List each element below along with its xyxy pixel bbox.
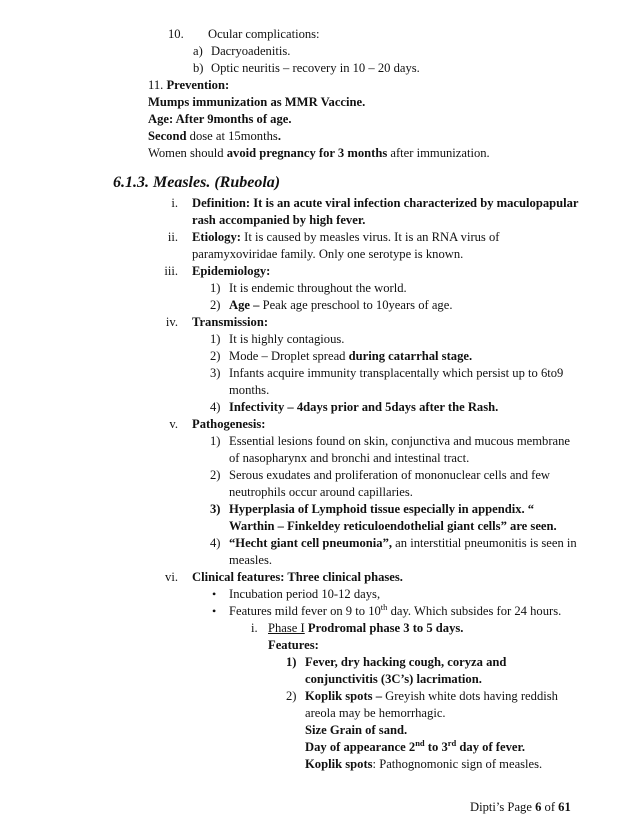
item-text: Ocular complications: [208,27,320,41]
list-text: measles. [229,553,273,567]
list-text: Serous exudates and proliferation of mononuclear cells and few [229,468,551,482]
bullet-icon: • [212,587,217,601]
text-line: Women should avoid pregnancy for 3 months after immunization. [148,146,490,160]
sub-text: Optic neuritis – recovery in 10 – 20 days. [211,61,420,75]
list-text: neutrophils occur around capillaries. [229,485,413,499]
list-number: 2) [210,468,221,482]
list-text: of nasopharynx and bronchi and intestinal tract. [229,451,470,465]
text-line: paramyxoviridae family. Only one serotype is known. [192,247,464,261]
page-total: 61 [558,800,571,814]
text-line: rash accompanied by high fever. [192,213,366,227]
list-number: 1) [210,434,221,448]
list-text: It is endemic throughout the world. [229,281,407,295]
roman-numeral: ii. [167,230,178,244]
page-footer: Dipti’s Page 6 of 61 [470,800,571,814]
roman-numeral: vi. [165,570,178,584]
list-text: It is highly contagious. [229,332,345,346]
item-number: 10. [168,27,184,41]
text-line: Second dose at 15months. [148,129,281,143]
list-text: Koplik spots – Greyish white dots having reddish [305,689,558,703]
item-number: 11. [148,78,164,92]
list-text: Hyperplasia of Lymphoid tissue especially in appendix. “ [229,502,535,516]
list-number: 1) [286,655,297,669]
item-title: Pathogenesis: [192,417,266,431]
list-number: 2) [286,689,297,703]
sub-label: b) [193,61,204,75]
item-title: Transmission: [192,315,269,329]
roman-numeral: iii. [164,264,178,278]
list-text: Day of appearance 2nd to 3rd day of fever. [305,737,526,754]
text-line: Mumps immunization as MMR Vaccine. [148,95,366,109]
features-label: Features: [268,638,319,652]
list-text: Incubation period 10-12 days, [229,587,381,601]
list-text: Age – Peak age preschool to 10years of age. [229,298,453,312]
list-number: 4) [210,400,221,414]
list-number: i. [251,621,258,635]
roman-numeral: i. [171,196,178,210]
item-title: Clinical features: Three clinical phases. [192,570,403,584]
list-text: Infectivity – 4days prior and 5days after the Rash. [229,400,499,414]
list-number: 3) [210,366,221,380]
item-title: Prevention: [166,78,230,92]
list-number: 2) [210,349,221,363]
sub-label: a) [193,44,203,58]
list-text: Mode – Droplet spread during catarrhal stage. [229,349,473,363]
roman-numeral: iv. [165,315,178,329]
list-text: Features mild fever on 9 to 10th day. Which subsides for 24 hours. [229,601,562,618]
list-number: 4) [210,536,221,550]
roman-numeral: v. [169,417,178,431]
list-text: Koplik spots: Pathognomonic sign of measles. [305,757,543,771]
list-text: “Hecht giant cell pneumonia”, an interstitial pneumonitis is seen in [229,536,577,550]
bullet-icon: • [212,604,217,618]
text-line: Definition: It is an acute viral infection characterized by maculopapular [192,196,579,210]
list-text: conjunctivitis (3C’s) lacrimation. [305,672,482,686]
list-text: Warthin – Finkeldey reticuloendothelial giant cells” are seen. [229,519,557,533]
item-line [148,77,229,93]
list-number: 1) [210,332,221,346]
list-text: Essential lesions found on skin, conjunctiva and mucous membrane [229,434,571,448]
page-number: 6 [535,800,542,814]
list-number: 2) [210,298,221,312]
list-text: areola may be hemorrhagic. [305,706,446,720]
sub-text: Dacryoadenitis. [211,44,291,58]
list-text: Infants acquire immunity transplacentally which persist up to 6to9 [229,366,564,380]
list-number: 1) [210,281,221,295]
phase-title: Phase I Prodromal phase 3 to 5 days. [268,621,464,635]
list-text: months. [229,383,270,397]
item-title: Epidemiology: [192,264,271,278]
text-line: Age: After 9months of age. [148,112,292,126]
list-number: 3) [210,502,221,516]
section-heading: 6.1.3. Measles. (Rubeola) [113,174,281,191]
list-text: Size Grain of sand. [305,723,408,737]
text-line: Etiology: It is caused by measles virus. It is an RNA virus of [192,230,500,244]
list-text: Fever, dry hacking cough, coryza and [305,655,507,669]
